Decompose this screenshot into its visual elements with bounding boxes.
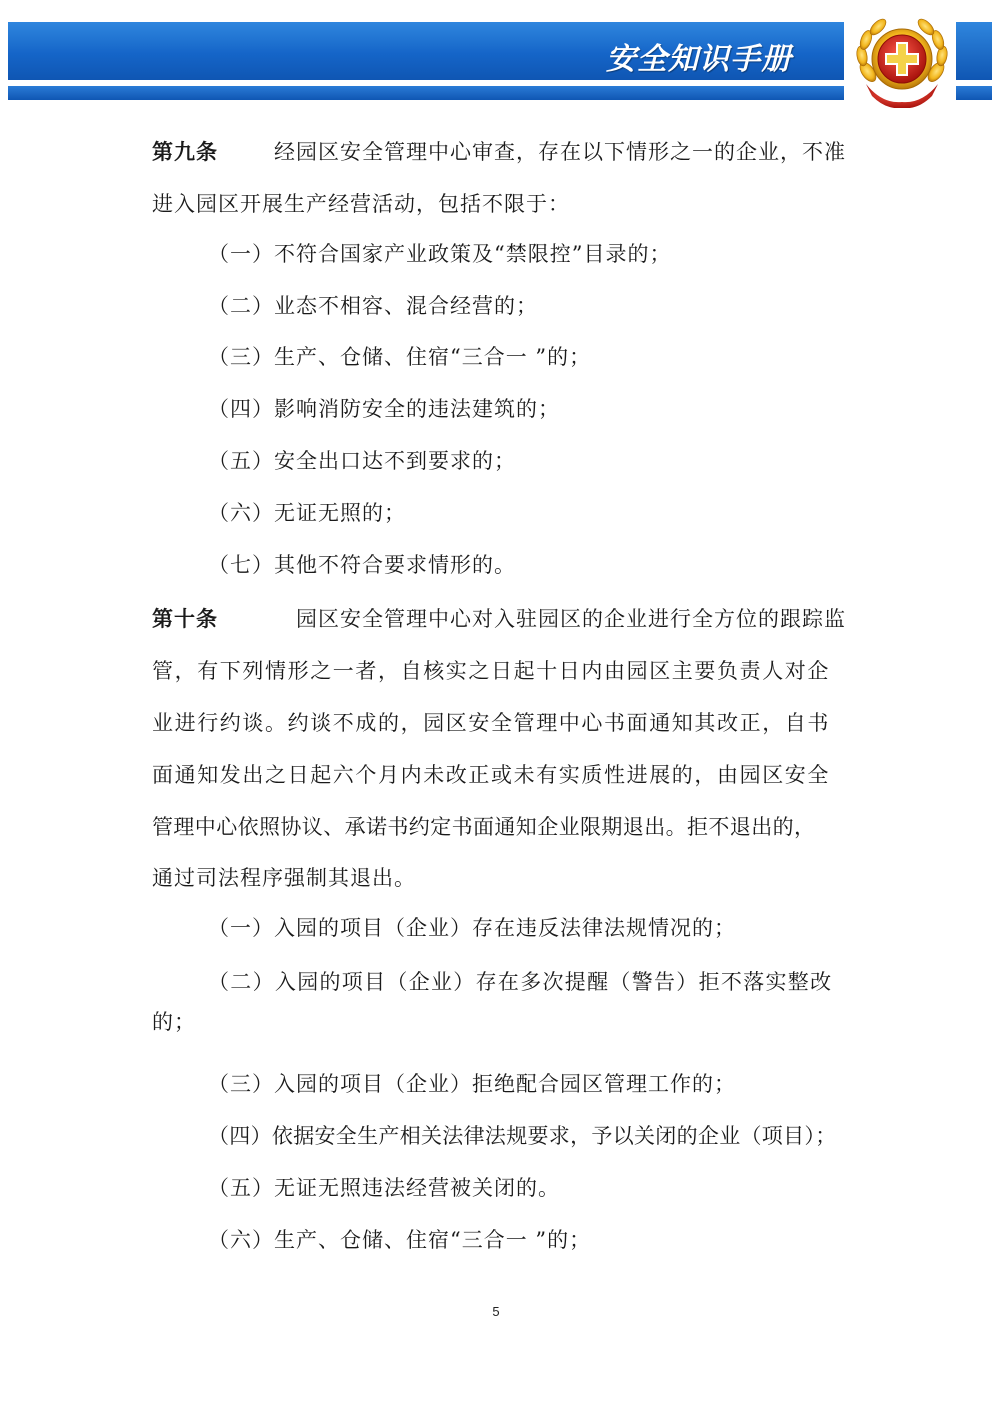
article-10-text-line: 通过司法程序强制其退出。 [152, 866, 416, 890]
article-9-item: （六）无证无照的； [208, 501, 406, 525]
article-9-item: （四）影响消防安全的违法建筑的； [208, 397, 560, 421]
article-9-line-1 [152, 138, 846, 166]
article-9-text-line-1: 经园区安全管理中心审查，存在以下情形之一的企业，不准 [274, 140, 846, 164]
article-10-item: （三）入园的项目（企业）拒绝配合园区管理工作的； [208, 1072, 736, 1096]
article-9-item: （二）业态不相容、混合经营的； [208, 294, 538, 318]
article-10-text-line: 面通知发出之日起六个月内未改正或未有实质性进展的，由园区安全 [152, 763, 830, 787]
article-9-item: （一）不符合国家产业政策及“禁限控”目录的； [208, 242, 672, 266]
article-9-heading: 第九条 [152, 140, 218, 164]
article-9-item: （三）生产、仓储、住宿“三合一 ”的； [208, 345, 592, 369]
article-10-text-line: 管，有下列情形之一者，自核实之日起十日内由园区主要负责人对企 [152, 659, 830, 683]
page-header [0, 0, 992, 110]
header-band-right [956, 22, 992, 80]
article-10-item-continued: 的； [152, 1010, 196, 1034]
article-10-text-line: 业进行约谈。约谈不成的，园区安全管理中心书面通知其改正，自书 [152, 711, 830, 735]
article-9-item: （七）其他不符合要求情形的。 [208, 553, 516, 577]
article-10-item: （二）入园的项目（企业）存在多次提醒（警告）拒不落实整改 [208, 970, 833, 994]
article-10-text-line: 管理中心依照协议、承诺书约定书面通知企业限期退出。拒不退出的， [152, 815, 816, 839]
article-10-item: （一）入园的项目（企业）存在违反法律法规情况的； [208, 916, 736, 940]
article-10-item: （五）无证无照违法经营被关闭的。 [208, 1176, 560, 1200]
article-10-heading: 第十条 [152, 607, 218, 631]
article-9-item: （五）安全出口达不到要求的； [208, 449, 516, 473]
article-9-text-line-2: 进入园区开展生产经营活动，包括不限于： [152, 192, 570, 216]
header-title: 安全知识手册 [606, 42, 792, 77]
article-10-item: （六）生产、仓储、住宿“三合一 ”的； [208, 1228, 592, 1252]
header-band-thin [8, 86, 844, 100]
article-10-line-1 [152, 605, 846, 633]
header-band-right-thin [956, 86, 992, 100]
page-number: 5 [492, 1304, 500, 1319]
article-10-text-line-1: 园区安全管理中心对入驻园区的企业进行全方位的跟踪监 [296, 607, 846, 631]
article-10-item: （四）依据安全生产相关法律法规要求，予以关闭的企业（项目）； [208, 1124, 837, 1148]
safety-cross-emblem-icon [852, 12, 952, 108]
